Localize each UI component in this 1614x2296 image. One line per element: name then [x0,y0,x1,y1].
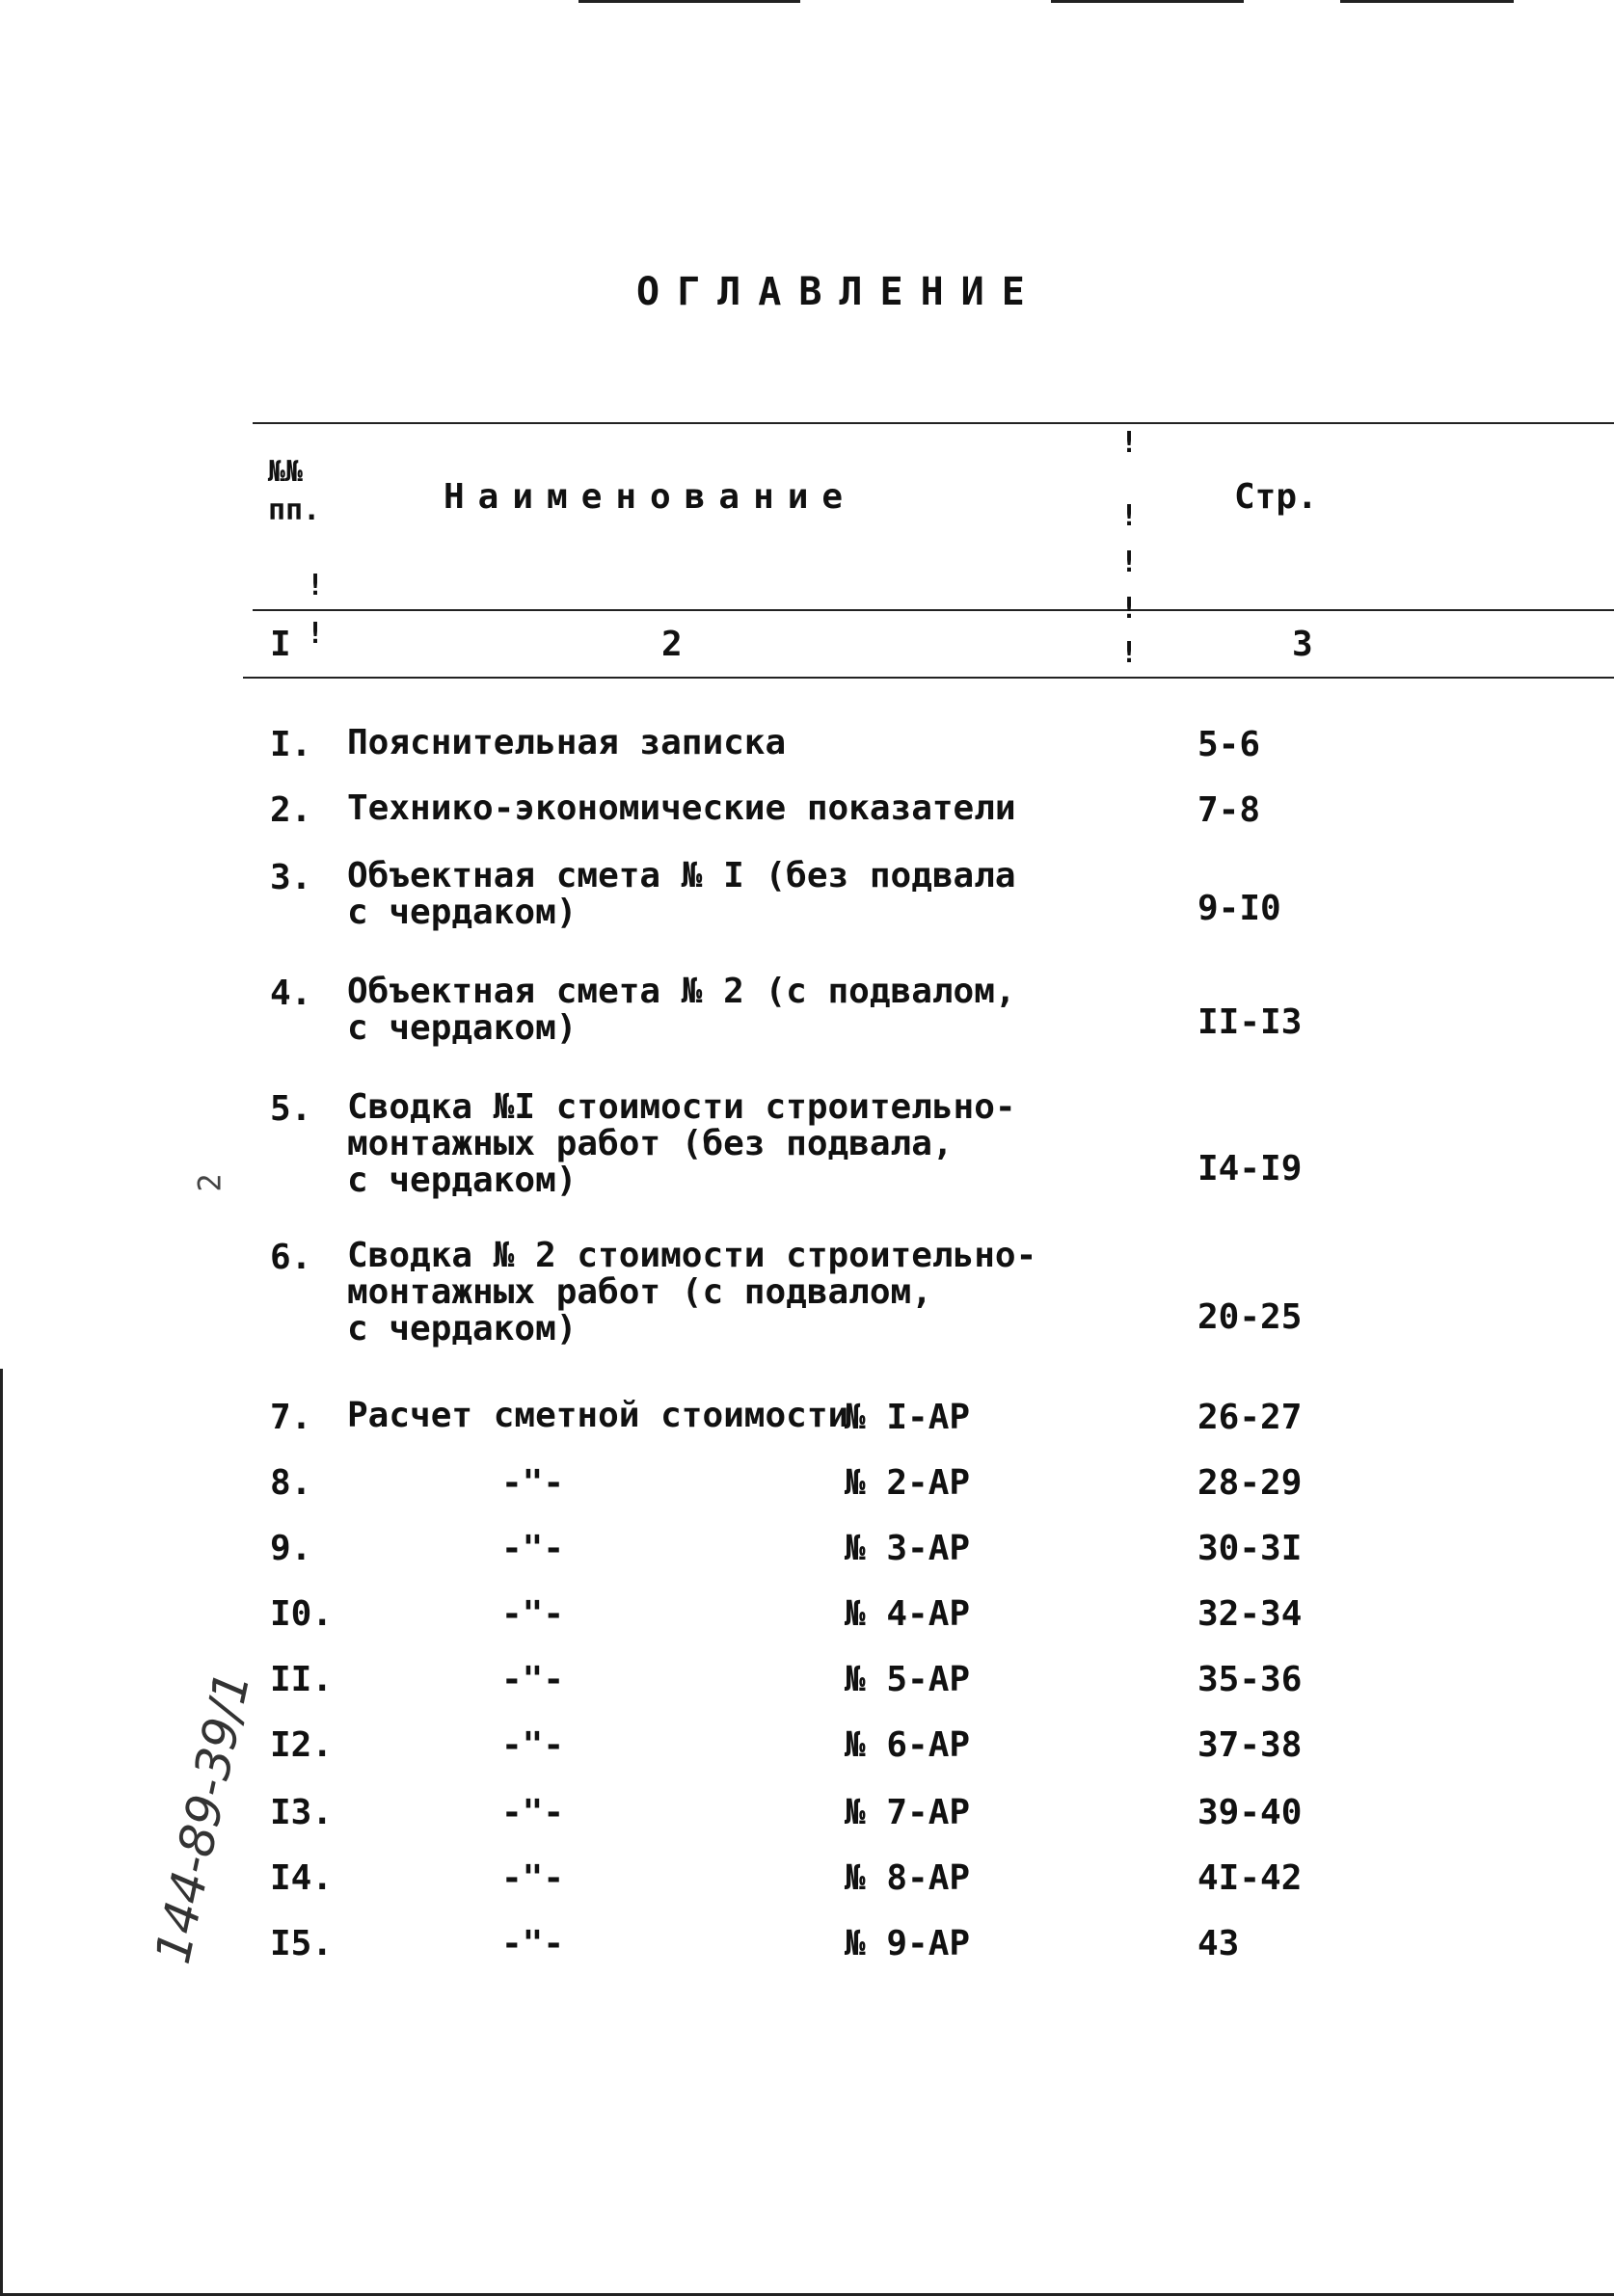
item-page: 9-I0 [1197,889,1281,928]
item-code: № 3-АР [845,1529,971,1568]
ditto-mark: -"- [501,1529,565,1568]
ditto-mark: -"- [501,1660,565,1699]
item-page: II-I3 [1197,1002,1303,1042]
page-title: ОГЛАВЛЕНИЕ [636,270,1042,314]
item-name: Сводка № 2 стоимости строительно- монтажных работ (с подвалом, с чердаком) [347,1236,1037,1348]
item-page: 7-8 [1197,790,1261,830]
item-name: Пояснительная записка [347,723,787,762]
item-code: № I-АР [845,1398,971,1437]
item-number: II. [270,1660,334,1699]
header-page-column: Стр. [1234,477,1318,517]
item-code: № 5-АР [845,1660,971,1699]
column-separator: ! [1120,546,1139,579]
header-number-column: №№ пп. [268,455,321,527]
item-page: 26-27 [1197,1398,1303,1437]
item-number: 9. [270,1529,312,1568]
column-separator: ! [1120,592,1139,626]
scan-edge-line [1340,0,1514,3]
ditto-mark: -"- [501,1858,565,1898]
item-page: 32-34 [1197,1594,1303,1634]
item-number: 7. [270,1398,312,1437]
item-number: 8. [270,1463,312,1503]
column-separator: ! [1120,636,1139,670]
scan-left-border [0,1369,3,2296]
header-num-3: 3 [1292,625,1313,664]
item-page: 37-38 [1197,1725,1303,1765]
item-page: 28-29 [1197,1463,1303,1503]
item-name: Технико-экономические показатели [347,788,1016,828]
item-number: 4. [270,974,312,1013]
column-separator: ! [307,617,325,651]
item-name: Объектная смета № I (без подвала с чердаком) [347,856,1016,932]
item-number: I5. [270,1924,334,1963]
item-number: I. [270,725,312,764]
header-middle-line [253,609,1614,611]
scan-edge-line [1051,0,1244,3]
item-page: 5-6 [1197,725,1261,764]
item-page: 20-25 [1197,1297,1303,1337]
header-name-column: Наименование [444,477,857,517]
ditto-mark: -"- [501,1463,565,1503]
column-separator: ! [307,569,325,602]
item-number: I2. [270,1725,334,1765]
column-separator: ! [1120,426,1139,460]
header-bottom-line [243,677,1614,679]
item-number: I4. [270,1858,334,1898]
ditto-mark: -"- [501,1924,565,1963]
item-page: 4I-42 [1197,1858,1303,1898]
item-name: Расчет сметной стоимости [347,1396,849,1435]
item-name: Объектная смета № 2 (с подвалом, с чердаком) [347,972,1016,1048]
ditto-mark: -"- [501,1793,565,1832]
item-number: I0. [270,1594,334,1634]
item-name: Сводка №I стоимости строительно- монтажных работ (без подвала, с чердаком) [347,1087,1016,1200]
item-code: № 6-АР [845,1725,971,1765]
header-num-1: I [270,625,291,664]
item-number: 5. [270,1089,312,1129]
header-num-2: 2 [661,625,683,664]
column-separator: ! [1120,499,1139,533]
header-top-line [253,422,1614,424]
item-page: 35-36 [1197,1660,1303,1699]
ditto-mark: -"- [501,1725,565,1765]
item-page: 43 [1197,1924,1240,1963]
item-page: 30-3I [1197,1529,1303,1568]
scan-edge-line [578,0,800,3]
item-code: № 7-АР [845,1793,971,1832]
item-code: № 8-АР [845,1858,971,1898]
item-code: № 9-АР [845,1924,971,1963]
item-number: I3. [270,1793,334,1832]
margin-page-mark: 2 [191,1173,229,1192]
item-number: 6. [270,1238,312,1277]
item-page: 39-40 [1197,1793,1303,1832]
item-number: 3. [270,858,312,897]
item-page: I4-I9 [1197,1149,1303,1188]
item-code: № 4-АР [845,1594,971,1634]
item-code: № 2-АР [845,1463,971,1503]
handwritten-archive-number: 144-89-39/1 [145,1667,261,1969]
ditto-mark: -"- [501,1594,565,1634]
item-number: 2. [270,790,312,830]
